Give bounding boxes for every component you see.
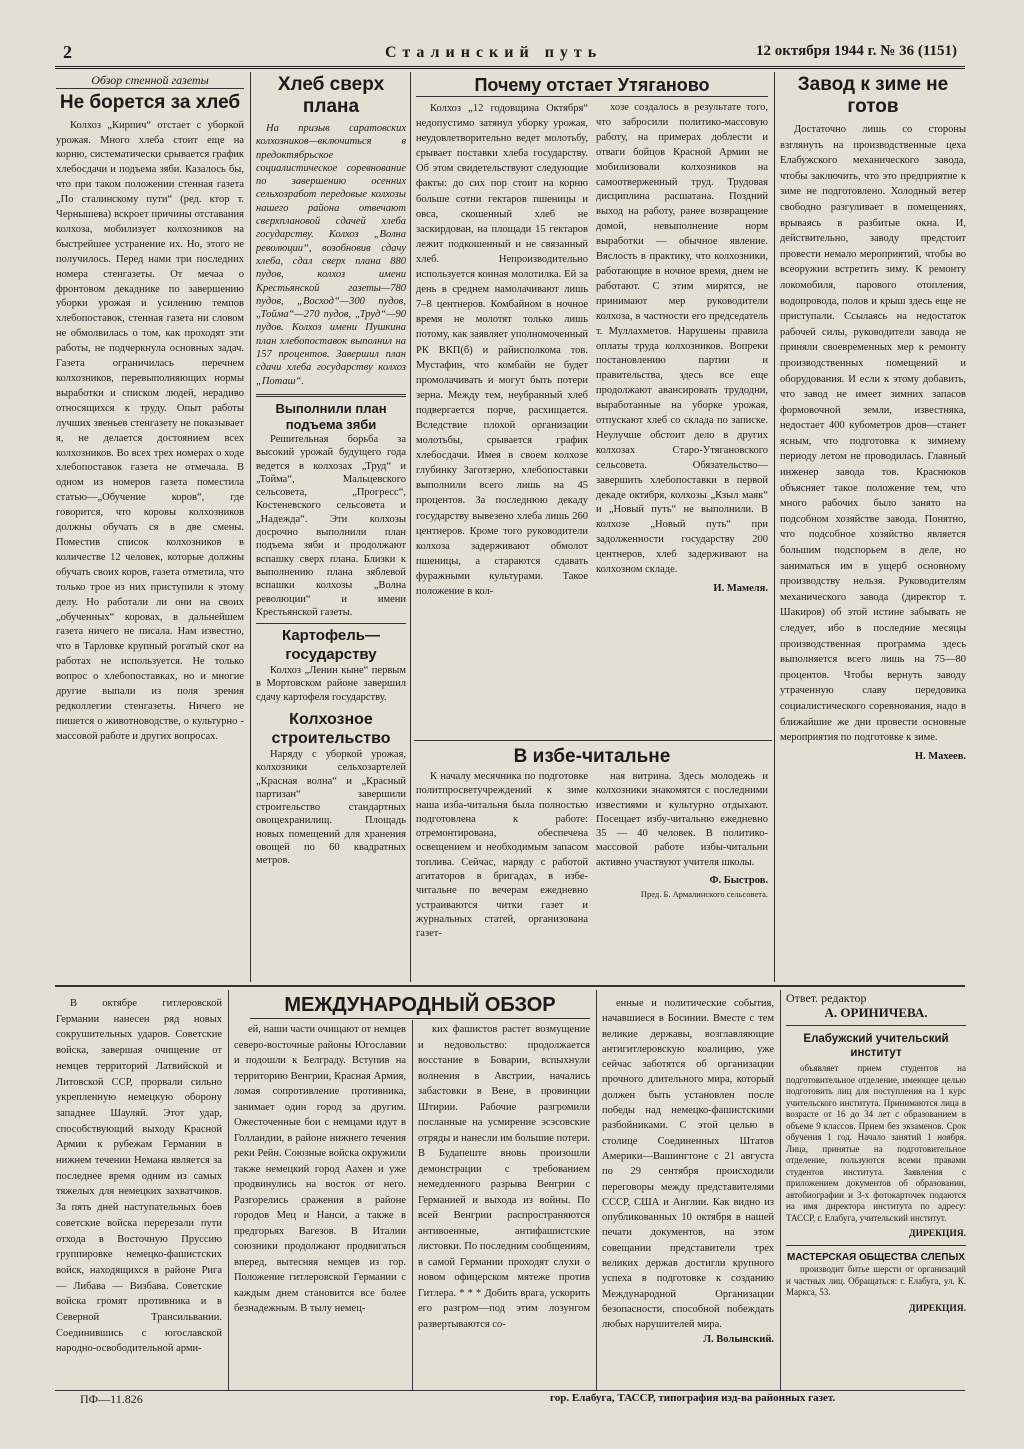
headline-international-review: МЕЖДУНАРОДНЫЙ ОБЗОР bbox=[250, 992, 590, 1019]
article-body: Наряду с уборкой урожая, колхозники сельхозартелей „Красная волна“ и „Красный партизан“ завершили строительство стандартных овощехранилищ. Площадь новых помещений для хранения овощей по 60 квадратных метров. bbox=[256, 748, 406, 867]
signature: И. Мамеля. bbox=[713, 583, 768, 594]
footer-rule bbox=[55, 1390, 965, 1391]
article-stengazeta bbox=[56, 74, 244, 980]
ads-column bbox=[786, 992, 966, 1388]
divider bbox=[786, 1245, 966, 1246]
article-zavod bbox=[780, 74, 966, 980]
divider bbox=[256, 623, 406, 624]
column-rule bbox=[774, 72, 775, 982]
page-number: 2 bbox=[63, 42, 72, 62]
signature: Л. Волынский. bbox=[703, 1333, 774, 1345]
column-rule bbox=[228, 990, 229, 1390]
ad-title: Елабужский учительский институт bbox=[803, 1033, 949, 1060]
section-rule bbox=[414, 740, 772, 741]
newspaper-name: Сталинский путь bbox=[385, 44, 603, 61]
ad-body: объявляет прием студентов на подготовительное отделение, имеющее целью подготовить лиц для поступления на 1 курс учительского института. Принимаются лица в возрасте от 16 до 34 лет с образованием в объеме 9 классов. Прием без экзаменов. Срок обучения 1 год. Начало занятий 1 ноября. Лица, принятые на подготовительное отделение, пользуются всеми правами студентов института. Заявления с приложением документов об образовании, автобиографии и 3-х фотокарточек подаются на имя директора института по адресу: ТАССР, г. Елабуга, учительский институт. bbox=[786, 1063, 966, 1223]
signature: Ф. Быстров. bbox=[709, 875, 768, 887]
ad-signature: ДИРЕКЦИЯ. bbox=[909, 1303, 966, 1314]
article-body: Достаточно лишь со стороны взглянуть на производственные цеха Елабужского механического завода, чтобы заключить, что это предприятие к зиме не подготовлено. Холодный ветер свободно разгуливает в помещениях, врываясь в разбитые окна. И, действительно, заводу предстоит провести немало мероприятий, чтобы во всеоружии встретить зиму. К ремонту локомобиля, парового отопления, водопровода, полов и крыш здесь еще не приступали. Ссылаясь на недостаток рабочей силы, руководители завода не приняли своевременных мер к ремонту производственных помещений и оборудования. И если к этому добавить, что завод не имеет зимних запасов формовочной земли, известняка, недостает 400 кубометров дров—станет ясным, что подготовка к зимнему периоду летом не проводилась. Главный инженер завода тов. Краснюков объясняет такое положение тем, что много рабочих было занято на подсобном хозяйстве завода. Понятно, что подсобное хозяйство является большим подспорьем в деле, но заниматься им в ущерб основному производству нельзя. Руководителям механического завода (директор т. Шакиров) об этой истине забывать не следует, ибо в последние месяцы производственная программа здесь выполняется всего лишь на 75—80 процентов. Чтобы вернуть заводу утраченную славу передовика социалистического соревнования, надо в ближайшие же дни провести основные мероприятия по подготовке к зиме. bbox=[780, 124, 966, 744]
footer-code: ПФ—11.826 bbox=[80, 1392, 143, 1406]
article-body: ная витрина. Здесь молодежь и колхозники знакомятся с последними известиями и культурно отдыхают. Посещает избу-читальню ежедневно 35 — 40 человек. В политико-массовой работе избы-читальни активно участвуют учителя школы. bbox=[596, 771, 768, 868]
article-body: ей, наши части очищают от немцев северо-восточные районы Югославии и подошли к Белграду. Вступив на территорию Венгрии, Красная Армия, ломая сопротивление противника, занимает один город за другим. Ожесточенные бои с немцами идут в Голландии, в районе нижнего течения реки Рейн. Союзные войска окружили также немецкий город Аахен и уже продвинулись на восток от него. Разгорелись сражения в районе городов Мец и Нанси, а также в предгорьях Вагезов. В Италии союзники продолжают продвигаться вперед, вытесняя немцев из гор. Положение гитлеровской Германии с каждым днем становится все более безнадежным. В тылу немец- bbox=[234, 1024, 406, 1314]
headline: Картофель—государству bbox=[282, 627, 380, 664]
column-rule bbox=[412, 1020, 413, 1390]
headline: Завод к зиме не готов bbox=[797, 74, 949, 117]
headline: Почему отстает Утяганово bbox=[416, 74, 768, 97]
column-rule bbox=[596, 990, 597, 1390]
review-column-4 bbox=[602, 996, 774, 1388]
article-utyaganovo bbox=[416, 74, 768, 734]
divider bbox=[256, 394, 406, 397]
signature-note: Пред. Б. Армалинского сельсовета. bbox=[640, 888, 768, 899]
headline: Не борется за хлеб bbox=[59, 91, 241, 113]
article-body: В октябре гитлеровской Германии нанесен ряд новых сокрушительных ударов. Советские войска, завершая очищение от немцев территорий Латвийской и Литовской ССР, прорвали сильно укрепленную немецкую оборону западнее Шауляй. Этот удар, способствующий выходу Красной Армии к рубежам Германии в нижнем течении Немана является за последнее время одним из самых тяжелых для немецких захватчиков. За пять дней наступательных боев советские войска перерезали пути отхода в Восточную Пруссию группировке немецко-фашистских войск, находящихся в районе Рига — Либава — Визбава. Советские войска громят противника и в Северной Трансильвании. Соединившись с югославской народно-освободительной арми- bbox=[56, 998, 222, 1355]
article-body: енные и политические события, начавшиеся в Босинии. Вместе с тем великие державы, возглавляющие антигитлеровскую коалицию, уже сейчас заботятся об организации прочного длительного мира, который должен быть установлен после победы над немецко-фашистскими разбойниками. С этой целью в столице Соединенных Штатов Америки—Вашингтоне с 21 августа по 29 сентября происходили переговоры между представителями СССР, США и Англии. Как видно из опубликованных 10 октября в нашей печати документов, на этом совещании представители трех великих держав достигли крупного успеха в подготовке к созданию Международной Организации безопасности, способной побеждать любых нарушителей мира. bbox=[602, 998, 774, 1331]
column-rule bbox=[250, 72, 251, 982]
headline: В избе-читальне bbox=[513, 746, 671, 767]
article-body: Колхоз „Кирпич“ отстает с уборкой урожая. Много хлеба стоит еще на корню, систематически срывается график хлебосдачи и подъема зяби. Казалось бы, что при таком положении стенная газета „По сталинскому пути“ (ред. ктор т. Чернышева) вскроет причины отставания колхоза, мобилизует колхозников на быстрейшее устранение их. Но, этого не получилось. Перед нами три последних номера стенгазеты. От мечаа о фронтовом декаднике по завершению уборки урожая и усилению темпов хлебопоставок, стенная газета ни словом не обмолвилась о том, как проходят эти работы, не подчеркнула основных задач. Газета ограничилась перечнем колхозников, перевыполняющих нормы выработки и списком людей, нерадиво относящихся к труду. Опыт работы лучших звеньев стенгазету не показывает я, не делается достоянием всех колхозников. Во всех трех номерах о ходе хлебопоставок газета не отмечала. В одном из номеров газета поместила статью—„Обучение коров“, где говорится, что коровы колхозников должны обучать ся в две смены. Поместив список колхозников в количестве 12 человек, которые должны обучать своих коров, газета отметила, что только трое из них приступили к этому делу. Но работали ли они на своих „обученных“ коровах, в дальнейшем газета ничего не писала. Нам известно, что в Тарловке крупный рогатый скот на работах не используется. Не только вопрос о хлебопоставках, но и многие другие выпали из поля зрения редколлегии стенгазеты. Ничего не пишется о животноводстве, о культурно - массовой работе и других вопросах. bbox=[56, 119, 244, 742]
headline: Хлеб сверх плана bbox=[277, 74, 385, 117]
signature: Н. Махеев. bbox=[914, 750, 966, 762]
ad-signature: ДИРЕКЦИЯ. bbox=[909, 1229, 966, 1240]
column-rule bbox=[410, 72, 411, 982]
column-news bbox=[256, 74, 406, 980]
ad-title: МАСТЕРСКАЯ ОБЩЕСТВА СЛЕПЫХ bbox=[787, 1252, 965, 1264]
article-izba bbox=[416, 744, 768, 982]
review-column-1 bbox=[56, 996, 222, 1388]
masthead bbox=[55, 40, 965, 69]
article-body: На призыв саратовских колхозников—включиться в предоктябрьское социалистическое соревнование по завершению осенних сельхозработ передовые колхозы нашего района отвечают сверхплановой сдачей хлеба государству. Колхоз „Волна революции“, возобновив сдачу хлеба, сдал сверх плана 880 пудов, колхоз имени Крестьянской газеты—780 пудов, „Восход“—300 пудов, „Тойма“—270 пудов, „Труд“—90 пудов. Колхоз имени Пушкина план хлебопоставок выполнил на 157 процентов. Завершил план сдачи хлеба государству колхоз „Поташ“. bbox=[256, 123, 406, 387]
column-rule bbox=[780, 990, 781, 1390]
editor-label: Ответ. редактор bbox=[786, 992, 867, 1005]
headline: Колхозное строительство bbox=[271, 710, 391, 747]
article-body: Колхоз „12 годовщина Октября“ недопустимо затянул уборку урожая, неудовлетворительно ведет молотьбу, срывает поставки хлеба государству. Об этом свидетельствуют следующие факты: до сих пор стоит на корню больше сотни гектаров пшеницы и овса, скошенный хлеб не заскирдован, на площади 15 гектаров лежит подкошенный и не связанный хлеб. Непроизводительно используется конная молотилка. Ей за день в среднем намолачивают лишь 7–8 центнеров. Комбайном в ночное время не молотят только лишь потому, как заявляет уполномоченный РК ВКП(б) и райисполкома тов. Мустафин, что комбайн не будет промолачивать и могут быть потери зерна. Между тем, неубранный хлеб подвергается порче, расхищается. Вследствие плохой организации молотьбы, срывается график хлебосдачи. Имея в своем колхозе глубинку Заготзерно, хлебопоставки выполнили всего лишь на 45 процентов. За последнюю декаду государству вывезено хлеба лишь 260 центнеров. Кроме того руководители колхоза задерживают обмолот пшеницы, а стараются сдавать фуражными культурами. Такое положение в кол- bbox=[416, 103, 588, 597]
article-body: хозе создалось в результате того, что забросили политико-массовую работу, на примерах доблести и отваги бойцов Красной Армии не мобилизовали колхозников на самоотверженный труд. Трудовая дисциплина расшатана. Поздний выход на работу, ранее возвращение домой, невыполнение норм выработки — обычное явление. Вяслость в практику, что колхозники, работающие в ночное время, днем не работают. С этим мирятся, не принимают мер руководители колхоза, в частности его председатель т. Муллахметов. Нарушены правила оплаты труда колхозников. Вопреки постановлению партии и правительства, здесь все еще продолжают авансировать трудодни, выработанные на уборке урожая, отпускают хлеб со склада по записке. Неулучше обстоит дело в других колхозах Старо-Утягановского сельсовета. Обязательство— завершить хлебопоставки в первой декаде октября, колхозы „Кзыл маяк“ и „Новый путь“ не выполнили. В колхозе „Новый путь“ при задолженности государству 200 центнеров, хлеб задерживают на колхозном складе. bbox=[596, 102, 768, 576]
editor-name: А. ОРИНИЧЕВА. bbox=[824, 1004, 928, 1020]
headline: Выполнили план подъема зяби bbox=[275, 400, 387, 432]
article-body: Колхоз „Ленин кыне“ первым в Мортовском районе завершил сдачу картофеля государству. bbox=[256, 665, 406, 703]
article-body: ких фашистов растет возмущение и недовольство: продолжается восстание в Боварии, вспыхнули волнения в Австрии, начались забастовки в Вене, в провинции Штирии. Рабочие разгромили посланные на усмирение эсэсовские отряды и нанесли им большие потери. В Будапеште вновь произошли демонстрации с требованием немедленного разрыва Венгрии с Германией и выхода из войны. По всей Венгрии распространяются антивоенные, антифашистские листовки. По последним сообщениям, в самой Германии проходят слухи о новом офицерском мятеже против Гитлера. * * * Добить врага, ускорить его разгром—под этим лозунгом развертываются со- bbox=[418, 1024, 590, 1330]
ad-body: производит битье шерсти от организаций и частных лиц. Обращаться: г. Елабуга, ул. К. Маркса, 53. bbox=[786, 1264, 966, 1298]
footer-imprint: гор. Елабуга, ТАССР, типография изд-ва районных газет. bbox=[550, 1392, 836, 1404]
article-body: К началу месячника по подготовке политпросветучреждений к зиме наша изба-читальня была полностью подготовлена к работе: отремонтирована, обеспечена освещением и необходимым запасом топлива. Сейчас, наряду с работой агитаторов в бригадах, в избе-читальне по вечерам ежедневно устраиваются читки газет и журнальных статей, организована газет- bbox=[416, 771, 588, 940]
divider bbox=[786, 1025, 966, 1026]
rubric: Обзор стенной газеты bbox=[56, 74, 244, 89]
review-column-3 bbox=[418, 1022, 590, 1388]
section-rule bbox=[55, 985, 965, 987]
review-column-2 bbox=[234, 1022, 406, 1388]
issue-date: 12 октября 1944 г. № 36 (1151) bbox=[756, 43, 957, 59]
article-body: Решительная борьба за высокий урожай будущего года ведется в колхозах „Труд“ и „Тойма“, Мальцевского сельсовета, „Прогресс“, Костеневского сельсовета и „Надежда“. Эти колхозы досрочно выполнили план подъема зяби и продолжают вспашку сверх плана. Близки к выполнению плана зяблевой вспашки колхозы „Волна революции“ и имени Крестьянской газеты. bbox=[256, 433, 406, 618]
